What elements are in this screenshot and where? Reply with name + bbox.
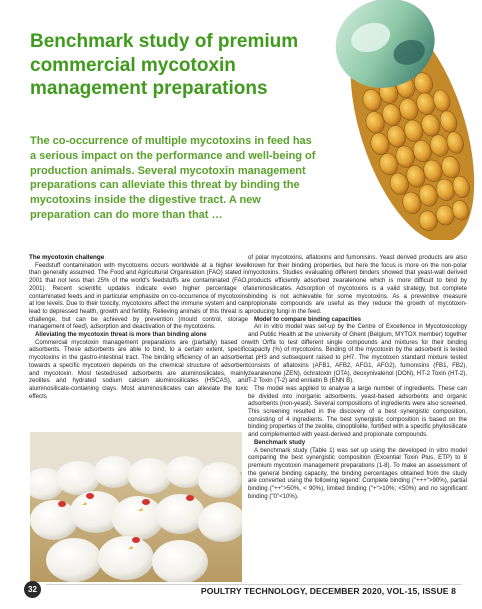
left-column (29, 254, 248, 400)
subheading-benchmark: Benchmark study (254, 438, 306, 446)
footer-divider (46, 584, 462, 585)
paragraph: Feedstuff contamination with mycotoxins occurs worldwide at a higher level than generally assumed. The Food and Agricultural Organisation (FAO) stated in 2001 that not less than 25% of the world's feedstuffs are contaminated (FAO, 2001). Recent scientific updates indicate even higher percentage of contaminated feeds and in particular emphasize on co-occurrence of mycotoxins at low levels. Due to their toxicity, mycotoxins affect the immune system and can lead to depressed health, growth and fertility. Relieving animals of this threat is a challenge, but can be achieved by prevention (mould control, storage management of feed), adsorption and deactivation of the mycotoxins. (29, 261, 248, 331)
paragraph: An in vitro model was set-up by the Centre of Excellence in Mycotoxicology and Public Health at the university of Ghent (Belgium, MYTOX member) together with Orffa to test different single compounds and mixtures for their binding capacity (%) of mycotoxins. Binding of the mycotoxin by the adsorbent is tested at pH3 and subsequent raised to pH7. The mycotoxin standard mixture tested consists of aflatoxins (AFB1, AFB2, AFG1, AFG2), fumonisins (FB1, FB2), zearalenone (ZEN), ochratoxin (OTA), deoxynivalenol (DON), HT-2 Toxin (HT-2), T-2 Toxin (T-2) and enniatin B (ENN B). (248, 323, 467, 385)
paragraph: A benchmark study (Table 1) was set up using the developed in vitro model comparing the best synergistic composition (Excential Toxin Plus, ETP) to 8 premium mycotoxin management preparations (1-8). To make an assessment of the general binding capacity, the binding percentages obtained from the study are converted using the following legend: Complete binding ("+++">90%), partial binding ("++">50%, < 90%), limited binding ("+">10%; <50%) and no significant binding ("0"<10%). (248, 446, 467, 500)
right-column (248, 254, 467, 501)
subheading-alleviating: Alleviating the mycotoxin threat is more than binding alone (35, 331, 207, 339)
subheading-model: Model to compare binding capacities (254, 315, 361, 323)
paragraph: The model was applied to analyse a large number of ingredients. These can be divided into inorganic adsorbents, yeast-based adsorbents and organic adsorbents (non-yeast). Several compositions of ingredients were also screened. This screening resulted in the discovery of a best synergistic composition, consisting of 4 ingredients. The best synergistic composition is based on the binding properties of the zeolite, clinoptilolite, fortified with a specific phyllosilicate and complemented with yeast-derived and propionate compounds. (248, 384, 467, 439)
article-title: Benchmark study of premium commercial mycotoxin management preparations (30, 31, 299, 99)
publication-footer: POULTRY TECHNOLOGY, DECEMBER 2020, VOL-15, ISSUE 8 (200, 586, 456, 596)
section-heading-mycotoxin-challenge: The mycotoxin challenge (29, 254, 105, 261)
page-number: 32 (24, 581, 41, 598)
article-lead: The co-occurrence of multiple mycotoxins in feed has a serious impact on the performance and well-being of production animals. Several mycotoxin management preparations can alleviate this threat by binding the mycotoxins inside the digestive tract. A new preparation can do more than that … (30, 135, 316, 221)
paragraph: Commercial mycotoxin management preparations are (partially) based on adsorbents. These adsorbents are able to bind, to a certain extent, specific mycotoxins in the gastro-intestinal tract. The binding efficiency of an adsorbent towards a specific mycotoxin depends on the chemical structure of adsorbent and mycotoxin. Most tested/used adsorbents are aluminosilicates, mainly zeolites and hydrated sodium calcium aluminosilicates (HSCAS), and aluminosilicate-containing clays. Most aluminosilicates can alleviate the toxic effects (29, 338, 248, 400)
corn-cob-photo (318, 0, 482, 240)
paragraph: of polar mycotoxins, aflatoxins and fumonisins. Yeast derived products are also known for their binding properties, but here the focus is more on the non-polar mycotoxins. Studies evaluating different binders showed that yeast-wall derived products efficiently adsorbed zearalenone which is more difficult to bind by aluminosilicates. Adsorption of mycotoxins is a valid strategy, but complete binding is not achievable for some mycotoxins. As a preventive measure propionate compounds are useful as they reduce the growth of mycotoxin-producing fungi in the feed. (248, 254, 467, 315)
chicken-photo (30, 432, 242, 582)
